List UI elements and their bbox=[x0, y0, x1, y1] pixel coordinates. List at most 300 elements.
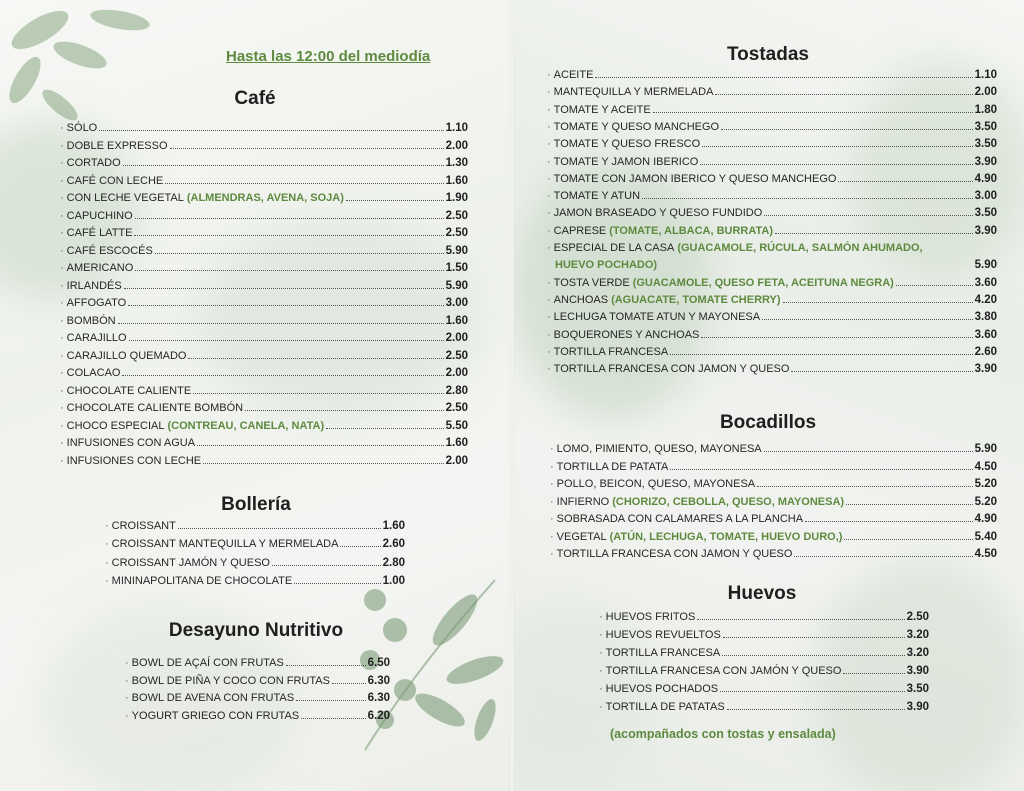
item-price: 3.20 bbox=[906, 629, 929, 641]
item-price: 1.60 bbox=[445, 314, 468, 327]
dot-leader bbox=[896, 285, 973, 286]
dot-leader bbox=[188, 358, 443, 359]
dot-leader bbox=[653, 112, 973, 113]
bullet: · bbox=[60, 122, 64, 134]
dot-leader bbox=[720, 691, 904, 692]
item-price: 1.80 bbox=[974, 103, 997, 116]
item-name: CARAJILLO bbox=[66, 332, 127, 344]
dot-leader bbox=[805, 521, 973, 522]
menu-item bbox=[60, 330, 468, 347]
bullet: · bbox=[599, 629, 603, 641]
dot-leader bbox=[346, 200, 444, 201]
item-name: CAFÉ ESCOCÉS bbox=[66, 244, 153, 257]
bullet: · bbox=[60, 157, 64, 169]
item-name: TOMATE Y QUESO FRESCO bbox=[553, 138, 701, 151]
item-name: BOWL DE PIÑA Y COCO CON FRUTAS bbox=[131, 674, 330, 687]
item-name: TOMATE CON JAMON IBERICO Y QUESO MANCHEGO bbox=[553, 172, 837, 185]
menu-item bbox=[60, 435, 468, 452]
bullet: · bbox=[60, 139, 64, 152]
bullet: · bbox=[60, 419, 64, 432]
bullet: · bbox=[547, 276, 551, 289]
menu-item bbox=[547, 188, 997, 205]
menu-item bbox=[60, 120, 468, 137]
menu-item bbox=[547, 240, 997, 257]
item-price: 1.10 bbox=[974, 69, 997, 81]
menu-item bbox=[105, 573, 405, 590]
menu-item bbox=[60, 348, 468, 365]
item-name: COLACAO bbox=[66, 367, 121, 379]
dot-leader bbox=[670, 469, 972, 470]
dot-leader bbox=[178, 528, 381, 529]
menu-item bbox=[550, 494, 997, 511]
dot-leader bbox=[846, 504, 973, 505]
dot-leader bbox=[203, 463, 443, 464]
item-price: 4.20 bbox=[974, 293, 997, 306]
bullet: · bbox=[60, 437, 64, 449]
item-name: TOMATE Y ACEITE bbox=[553, 103, 651, 116]
dot-leader bbox=[702, 146, 972, 147]
menu-item bbox=[547, 205, 997, 222]
bullet: · bbox=[599, 647, 603, 659]
item-price: 2.00 bbox=[445, 367, 468, 379]
item-price: 3.90 bbox=[974, 224, 997, 237]
item-price: 2.80 bbox=[382, 556, 405, 569]
menu-item bbox=[125, 673, 390, 690]
menu-item bbox=[105, 536, 405, 553]
bullet: · bbox=[599, 701, 603, 713]
item-name: VEGETAL bbox=[556, 530, 607, 543]
item-name: MANTEQUILLA Y MERMELADA bbox=[553, 86, 714, 99]
dot-leader bbox=[129, 340, 444, 341]
item-price: 3.60 bbox=[974, 328, 997, 341]
item-name: TORTILLA FRANCESA bbox=[553, 345, 669, 358]
item-price: 2.50 bbox=[445, 349, 468, 362]
item-price: 3.90 bbox=[974, 363, 997, 376]
dot-leader bbox=[697, 619, 904, 620]
item-price: 5.90 bbox=[974, 259, 997, 272]
dot-leader bbox=[775, 233, 973, 234]
menu-item bbox=[60, 278, 468, 295]
item-name: LOMO, PIMIENTO, QUESO, MAYONESA bbox=[556, 443, 762, 455]
item-price: 5.20 bbox=[974, 478, 997, 490]
item-ingredients: (AGUACATE, TOMATE CHERRY) bbox=[611, 293, 781, 306]
item-name: HUEVOS POCHADOS bbox=[605, 683, 719, 695]
item-name: HUEVOS FRITOS bbox=[605, 611, 696, 623]
dot-leader bbox=[296, 700, 366, 701]
item-price: 3.90 bbox=[906, 701, 929, 713]
item-name: CAPRESE bbox=[553, 224, 607, 237]
item-name: HUEVOS REVUELTOS bbox=[605, 629, 721, 641]
bullet: · bbox=[60, 297, 64, 309]
menu-item bbox=[547, 292, 997, 309]
dot-leader bbox=[722, 655, 904, 656]
dot-leader bbox=[124, 288, 444, 289]
item-price: 1.30 bbox=[445, 157, 468, 169]
item-price: 3.50 bbox=[974, 138, 997, 151]
item-name: CAPUCHINO bbox=[66, 209, 133, 222]
dot-leader bbox=[155, 253, 444, 254]
bullet: · bbox=[60, 209, 64, 222]
item-name: MININAPOLITANA DE CHOCOLATE bbox=[111, 574, 293, 587]
dot-leader bbox=[794, 556, 972, 557]
dot-leader bbox=[272, 565, 381, 566]
bullet: · bbox=[547, 190, 551, 203]
item-price: 3.50 bbox=[974, 120, 997, 133]
bullet: · bbox=[547, 242, 551, 254]
bullet: · bbox=[547, 103, 551, 116]
dot-leader bbox=[128, 305, 443, 306]
menu-item bbox=[599, 609, 929, 626]
item-price: 5.90 bbox=[445, 279, 468, 292]
menu-item bbox=[60, 400, 468, 417]
item-name: YOGURT GRIEGO CON FRUTAS bbox=[131, 710, 300, 723]
item-name: LECHUGA TOMATE ATUN Y MAYONESA bbox=[553, 311, 761, 324]
bullet: · bbox=[60, 384, 64, 397]
item-price: 6.30 bbox=[367, 692, 390, 705]
item-ingredients: (CONTREAU, CANELA, NATA) bbox=[167, 419, 325, 432]
item-name: CHOCO ESPECIAL bbox=[66, 419, 165, 432]
item-price: 5.90 bbox=[445, 244, 468, 257]
item-price: 6.50 bbox=[367, 657, 390, 669]
bullet: · bbox=[105, 538, 109, 551]
menu-item bbox=[60, 418, 468, 435]
bullet: · bbox=[105, 574, 109, 587]
item-name: BOMBÓN bbox=[66, 314, 116, 327]
item-name: INFUSIONES CON AGUA bbox=[66, 437, 196, 449]
bullet: · bbox=[60, 402, 64, 414]
bullet: · bbox=[60, 262, 64, 274]
dot-leader bbox=[764, 451, 973, 452]
bullet: · bbox=[599, 683, 603, 695]
item-name: CROISSANT MANTEQUILLA Y MERMELADA bbox=[111, 538, 339, 551]
menu-item bbox=[60, 383, 468, 400]
bullet: · bbox=[547, 311, 551, 324]
item-price: 3.00 bbox=[974, 190, 997, 203]
bullet: · bbox=[547, 345, 551, 358]
item-ingredients: (GUACAMOLE, QUESO FETA, ACEITUNA NEGRA) bbox=[632, 276, 894, 289]
menu-item bbox=[60, 295, 468, 312]
item-price: 3.60 bbox=[974, 276, 997, 289]
item-price: 1.00 bbox=[382, 574, 405, 587]
dot-leader bbox=[670, 354, 972, 355]
item-name: CHOCOLATE CALIENTE BOMBÓN bbox=[66, 402, 244, 414]
bullet: · bbox=[60, 174, 64, 187]
page-spine bbox=[510, 0, 514, 791]
item-price: 2.00 bbox=[445, 139, 468, 152]
item-name: INFUSIONES CON LECHE bbox=[66, 454, 202, 467]
dot-leader bbox=[701, 337, 972, 338]
bullet: · bbox=[60, 454, 64, 467]
item-name: ACEITE bbox=[553, 69, 594, 81]
section-title-bolleria: Bollería bbox=[221, 494, 291, 515]
dot-leader bbox=[764, 215, 972, 216]
item-name: TORTILLA DE PATATA bbox=[556, 460, 669, 473]
menu-item bbox=[547, 361, 997, 378]
menu-item bbox=[599, 699, 929, 716]
menu-item bbox=[60, 173, 468, 190]
item-name: TOMATE Y ATUN bbox=[553, 190, 641, 203]
bullet: · bbox=[125, 674, 129, 687]
item-name: DOBLE EXPRESSO bbox=[66, 139, 168, 152]
dot-leader bbox=[193, 393, 443, 394]
item-price: 4.50 bbox=[974, 548, 997, 560]
dot-leader bbox=[723, 637, 905, 638]
item-name: CON LECHE VEGETAL bbox=[66, 192, 184, 204]
bullet: · bbox=[550, 513, 554, 525]
bullet: · bbox=[547, 224, 551, 237]
dot-leader bbox=[715, 94, 972, 95]
bullet: · bbox=[60, 314, 64, 327]
menu-item bbox=[547, 119, 997, 136]
dot-leader bbox=[340, 546, 380, 547]
dot-leader bbox=[595, 77, 972, 78]
item-price: 2.50 bbox=[906, 611, 929, 623]
menu-item bbox=[60, 313, 468, 330]
schedule-subtitle: Hasta las 12:00 del mediodía bbox=[226, 48, 431, 65]
dot-leader bbox=[844, 539, 972, 540]
menu-item bbox=[60, 453, 468, 470]
dot-leader bbox=[838, 181, 972, 182]
dot-leader bbox=[245, 410, 444, 411]
menu-item bbox=[547, 84, 997, 101]
item-price: 3.90 bbox=[906, 665, 929, 677]
dot-leader bbox=[286, 665, 366, 666]
bullet: · bbox=[599, 611, 603, 623]
menu-item bbox=[105, 555, 405, 572]
item-price: 1.50 bbox=[445, 262, 468, 274]
item-price: 3.50 bbox=[974, 207, 997, 220]
bullet: · bbox=[547, 138, 551, 151]
menu-item bbox=[599, 681, 929, 698]
item-name: CROISSANT JAMÓN Y QUESO bbox=[111, 556, 270, 569]
menu-item bbox=[550, 546, 997, 563]
menu-item bbox=[547, 344, 997, 361]
menu-item bbox=[547, 223, 997, 240]
item-name: POLLO, BEICON, QUESO, MAYONESA bbox=[556, 478, 756, 490]
item-price: 2.60 bbox=[382, 538, 405, 551]
menu-item bbox=[547, 275, 997, 292]
section-title-desayuno: Desayuno Nutritivo bbox=[168, 620, 344, 641]
menu-item bbox=[60, 243, 468, 260]
item-price: 6.30 bbox=[367, 674, 390, 687]
huevos-note: (acompañados con tostas y ensalada) bbox=[610, 727, 836, 741]
bullet: · bbox=[547, 155, 551, 168]
menu-item bbox=[547, 327, 997, 344]
item-name: CORTADO bbox=[66, 157, 121, 169]
dot-leader bbox=[700, 164, 972, 165]
item-name: CARAJILLO QUEMADO bbox=[66, 349, 187, 362]
bullet: · bbox=[550, 495, 554, 508]
menu-item bbox=[547, 171, 997, 188]
section-title-cafe: Café bbox=[234, 88, 276, 109]
item-price: 2.60 bbox=[974, 345, 997, 358]
bullet: · bbox=[547, 172, 551, 185]
menu-item bbox=[550, 511, 997, 528]
dot-leader bbox=[783, 302, 973, 303]
item-name: TOMATE Y QUESO MANCHEGO bbox=[553, 120, 720, 133]
bullet: · bbox=[125, 657, 129, 669]
eucalyptus-leaf-icon bbox=[0, 0, 170, 140]
item-name: CHOCOLATE CALIENTE bbox=[66, 384, 192, 397]
dot-leader bbox=[791, 371, 972, 372]
menu-item bbox=[60, 138, 468, 155]
item-name: ANCHOAS bbox=[553, 293, 609, 306]
bullet: · bbox=[60, 279, 64, 292]
item-name: BOQUERONES Y ANCHOAS bbox=[553, 328, 700, 341]
menu-item bbox=[125, 690, 390, 707]
bullet: · bbox=[599, 665, 603, 677]
item-name: CROISSANT bbox=[111, 520, 176, 532]
bullet: · bbox=[550, 478, 554, 490]
bullet: · bbox=[547, 86, 551, 99]
menu-item bbox=[547, 102, 997, 119]
menu-item bbox=[599, 627, 929, 644]
menu-item bbox=[547, 136, 997, 153]
item-price: 1.60 bbox=[445, 437, 468, 449]
menu-item bbox=[599, 645, 929, 662]
bullet: · bbox=[550, 443, 554, 455]
dot-leader bbox=[332, 683, 366, 684]
item-name: CAFÉ LATTE bbox=[66, 227, 133, 239]
bullet: · bbox=[547, 207, 551, 220]
menu-item bbox=[60, 365, 468, 382]
item-name: TORTILLA DE PATATAS bbox=[605, 701, 725, 713]
dot-leader bbox=[762, 319, 973, 320]
menu-item bbox=[550, 441, 997, 458]
item-price: 3.50 bbox=[906, 683, 929, 695]
menu-item bbox=[547, 309, 997, 326]
dot-leader bbox=[727, 709, 905, 710]
item-price: 5.50 bbox=[445, 419, 468, 432]
item-name: TORTILLA FRANCESA bbox=[605, 647, 721, 659]
item-name: TOMATE Y JAMON IBERICO bbox=[553, 155, 699, 168]
item-name: IRLANDÉS bbox=[66, 279, 122, 292]
menu-item bbox=[125, 708, 390, 725]
item-price: 2.00 bbox=[974, 86, 997, 99]
item-price: 4.50 bbox=[974, 460, 997, 473]
bullet: · bbox=[105, 556, 109, 569]
item-ingredients: (TOMATE, ALBACA, BURRATA) bbox=[609, 224, 774, 237]
item-price: 2.00 bbox=[445, 332, 468, 344]
dot-leader bbox=[122, 375, 443, 376]
bullet: · bbox=[547, 363, 551, 376]
item-price: 2.50 bbox=[445, 227, 468, 239]
item-name: SÓLO bbox=[66, 122, 98, 134]
dot-leader bbox=[135, 270, 443, 271]
dot-leader bbox=[197, 445, 444, 446]
menu-item bbox=[125, 655, 390, 672]
item-price: 4.90 bbox=[974, 513, 997, 525]
item-price: 2.00 bbox=[445, 454, 468, 467]
menu-item bbox=[60, 225, 468, 242]
dot-leader bbox=[170, 148, 444, 149]
bullet: · bbox=[60, 192, 64, 204]
item-name: TORTILLA FRANCESA CON JAMON Y QUESO bbox=[553, 363, 790, 376]
dot-leader bbox=[721, 129, 973, 130]
menu-item bbox=[60, 190, 468, 207]
dot-leader bbox=[134, 235, 443, 236]
item-ingredients: HUEVO POCHADO) bbox=[555, 259, 658, 272]
dot-leader bbox=[326, 428, 443, 429]
item-price: 1.90 bbox=[445, 192, 468, 204]
bullet: · bbox=[550, 460, 554, 473]
item-price: 2.50 bbox=[445, 402, 468, 414]
dot-leader bbox=[165, 183, 443, 184]
item-price: 2.80 bbox=[445, 384, 468, 397]
dot-leader bbox=[135, 218, 444, 219]
item-price: 1.10 bbox=[445, 122, 468, 134]
menu-item bbox=[550, 459, 997, 476]
item-ingredients: (GUACAMOLE, RÚCULA, SALMÓN AHUMADO, bbox=[677, 242, 923, 254]
menu-item bbox=[599, 663, 929, 680]
dot-leader bbox=[99, 130, 443, 131]
bullet: · bbox=[550, 530, 554, 543]
item-name: AMERICANO bbox=[66, 262, 134, 274]
item-price: 3.00 bbox=[445, 297, 468, 309]
item-name: BOWL DE AÇAÍ CON FRUTAS bbox=[131, 657, 284, 669]
item-name: SOBRASADA CON CALAMARES A LA PLANCHA bbox=[556, 513, 804, 525]
right-page bbox=[512, 0, 1024, 791]
bullet: · bbox=[547, 120, 551, 133]
item-name: INFIERNO bbox=[556, 495, 610, 508]
item-name: BOWL DE AVENA CON FRUTAS bbox=[131, 692, 295, 705]
menu-item bbox=[550, 529, 997, 546]
bullet: · bbox=[125, 710, 129, 723]
bullet: · bbox=[125, 692, 129, 705]
item-price: 6.20 bbox=[367, 710, 390, 723]
bullet: · bbox=[60, 367, 64, 379]
section-title-huevos: Huevos bbox=[727, 583, 797, 604]
item-price: 5.20 bbox=[974, 495, 997, 508]
item-name: TOSTA VERDE bbox=[553, 276, 630, 289]
bullet: · bbox=[547, 293, 551, 306]
menu-item bbox=[105, 518, 405, 535]
dot-leader bbox=[843, 673, 904, 674]
item-price: 3.20 bbox=[906, 647, 929, 659]
item-ingredients: (ATÚN, LECHUGA, TOMATE, HUEVO DURO,) bbox=[609, 530, 843, 543]
bullet: · bbox=[547, 69, 551, 81]
menu-item bbox=[547, 67, 997, 84]
item-name: TORTILLA FRANCESA CON JAMON Y QUESO bbox=[556, 548, 793, 560]
dot-leader bbox=[294, 583, 380, 584]
menu-item bbox=[550, 476, 997, 493]
item-price: 5.40 bbox=[974, 530, 997, 543]
item-ingredients: (CHORIZO, CEBOLLA, QUESO, MAYONESA) bbox=[612, 495, 845, 508]
menu-item-continuation bbox=[555, 257, 997, 274]
item-name: ESPECIAL DE LA CASA bbox=[553, 242, 675, 254]
item-price: 2.50 bbox=[445, 209, 468, 222]
dot-leader bbox=[123, 165, 444, 166]
bullet: · bbox=[60, 349, 64, 362]
menu-item bbox=[60, 260, 468, 277]
bullet: · bbox=[547, 328, 551, 341]
dot-leader bbox=[642, 198, 973, 199]
bullet: · bbox=[60, 332, 64, 344]
item-price: 1.60 bbox=[382, 520, 405, 532]
item-price: 5.90 bbox=[974, 443, 997, 455]
item-price: 3.80 bbox=[974, 311, 997, 324]
item-price: 3.90 bbox=[974, 155, 997, 168]
section-title-bocadillos: Bocadillos bbox=[719, 412, 817, 433]
bullet: · bbox=[105, 520, 109, 532]
item-name: JAMON BRASEADO Y QUESO FUNDIDO bbox=[553, 207, 763, 220]
item-name: CAFÉ CON LECHE bbox=[66, 174, 164, 187]
dot-leader bbox=[757, 486, 972, 487]
bullet: · bbox=[550, 548, 554, 560]
menu-item bbox=[60, 208, 468, 225]
dot-leader bbox=[118, 323, 444, 324]
menu-item bbox=[547, 154, 997, 171]
